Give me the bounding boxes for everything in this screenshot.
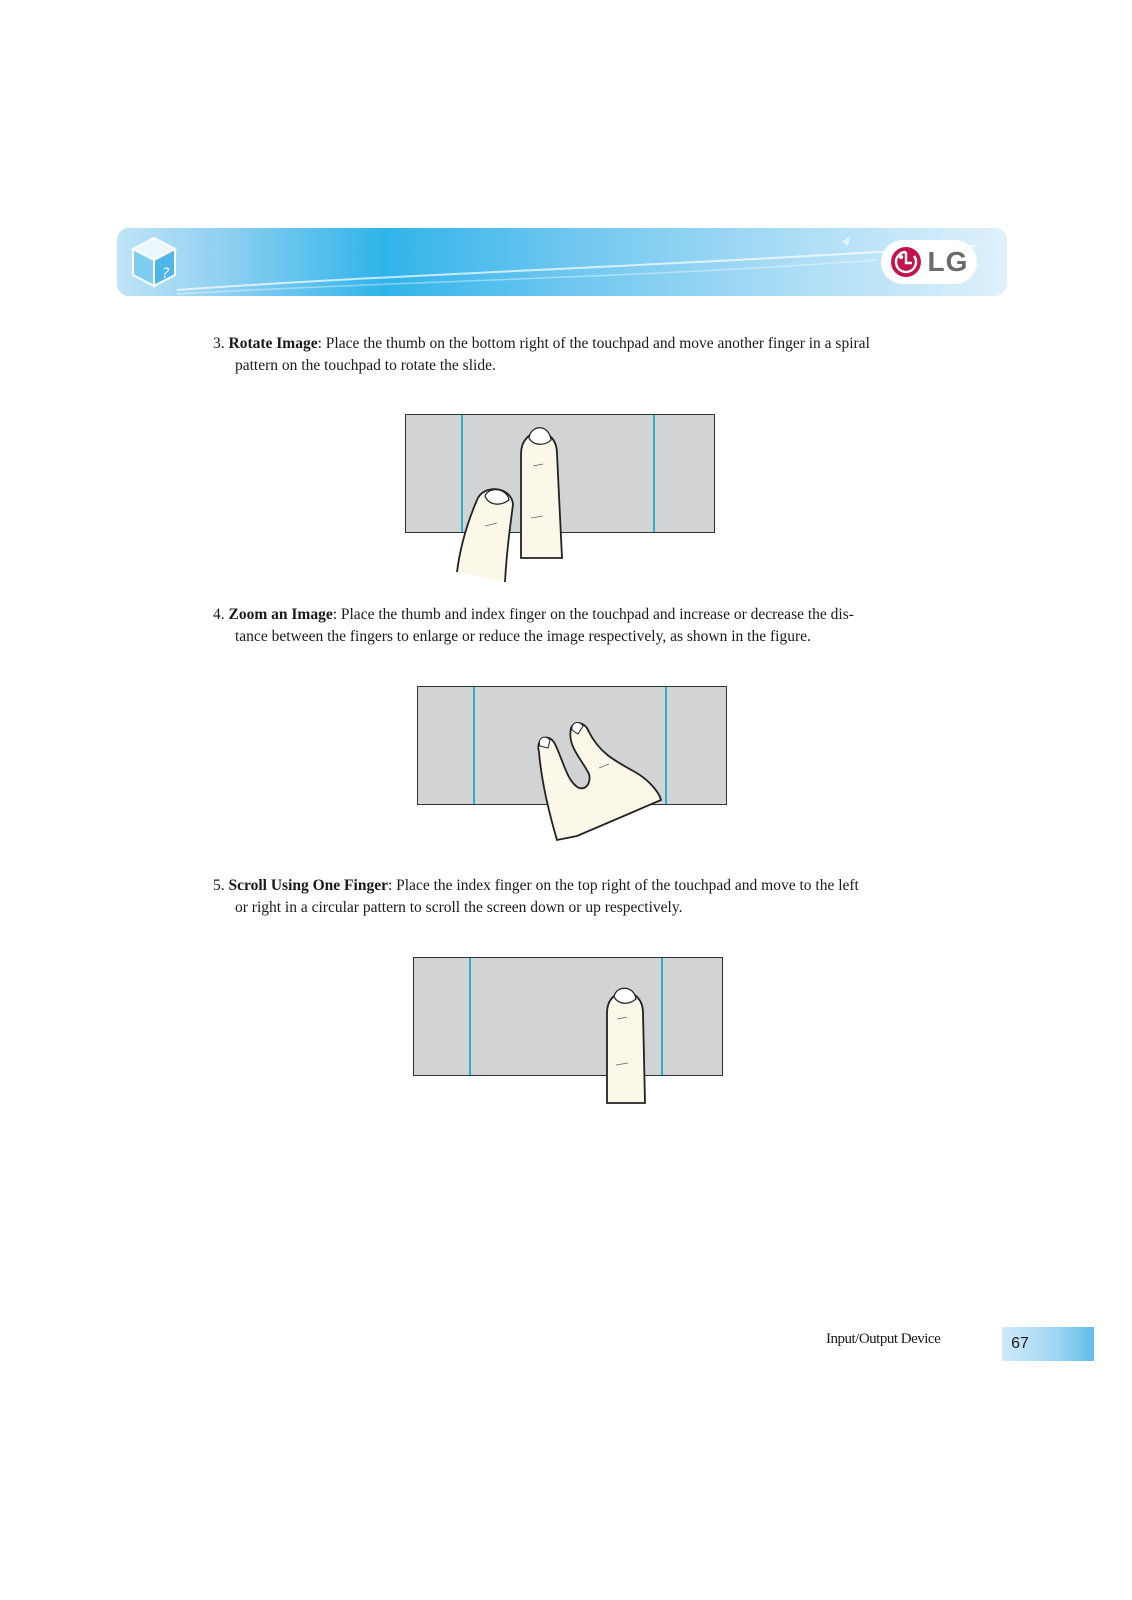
item-number: 3. bbox=[213, 335, 225, 352]
page-number: 67 bbox=[1011, 1335, 1029, 1352]
lg-brand-text: LG bbox=[927, 246, 969, 277]
instruction-scroll-one-finger bbox=[213, 875, 933, 919]
item-title: Rotate Image bbox=[228, 335, 318, 352]
svg-text:?: ? bbox=[162, 266, 170, 282]
item-text-continued: or right in a circular pattern to scroll the screen down or up respectively. bbox=[235, 899, 683, 916]
item-text-continued: pattern on the touchpad to rotate the slide. bbox=[235, 357, 496, 374]
item-text: : Place the index finger on the top right of the touchpad and move to the left bbox=[387, 877, 859, 894]
footer-section-label: Input/Output Device bbox=[826, 1331, 941, 1347]
item-text-continued: tance between the fingers to enlarge or reduce the image respectively, as shown in the figure. bbox=[235, 628, 811, 645]
lg-face-icon bbox=[890, 246, 922, 278]
zoom-image-figure bbox=[417, 686, 729, 842]
lg-logo bbox=[881, 240, 977, 284]
rotate-image-figure bbox=[405, 414, 715, 584]
scroll-one-finger-figure bbox=[413, 957, 725, 1107]
banner-swoosh bbox=[117, 228, 1007, 296]
item-number: 5. bbox=[213, 877, 225, 894]
item-title: Zoom an Image bbox=[228, 606, 333, 623]
item-text: : Place the thumb and index finger on the touchpad and increase or decrease the dis- bbox=[332, 606, 854, 623]
instruction-rotate-image bbox=[213, 333, 933, 377]
header-banner bbox=[117, 228, 1007, 296]
item-number: 4. bbox=[213, 606, 225, 623]
item-text: : Place the thumb on the bottom right of the touchpad and move another finger in a spiral bbox=[317, 335, 870, 352]
help-cube-icon bbox=[129, 234, 179, 290]
page-number-tab bbox=[1002, 1327, 1094, 1361]
instruction-zoom-image bbox=[213, 604, 933, 648]
item-title: Scroll Using One Finger bbox=[228, 877, 388, 894]
